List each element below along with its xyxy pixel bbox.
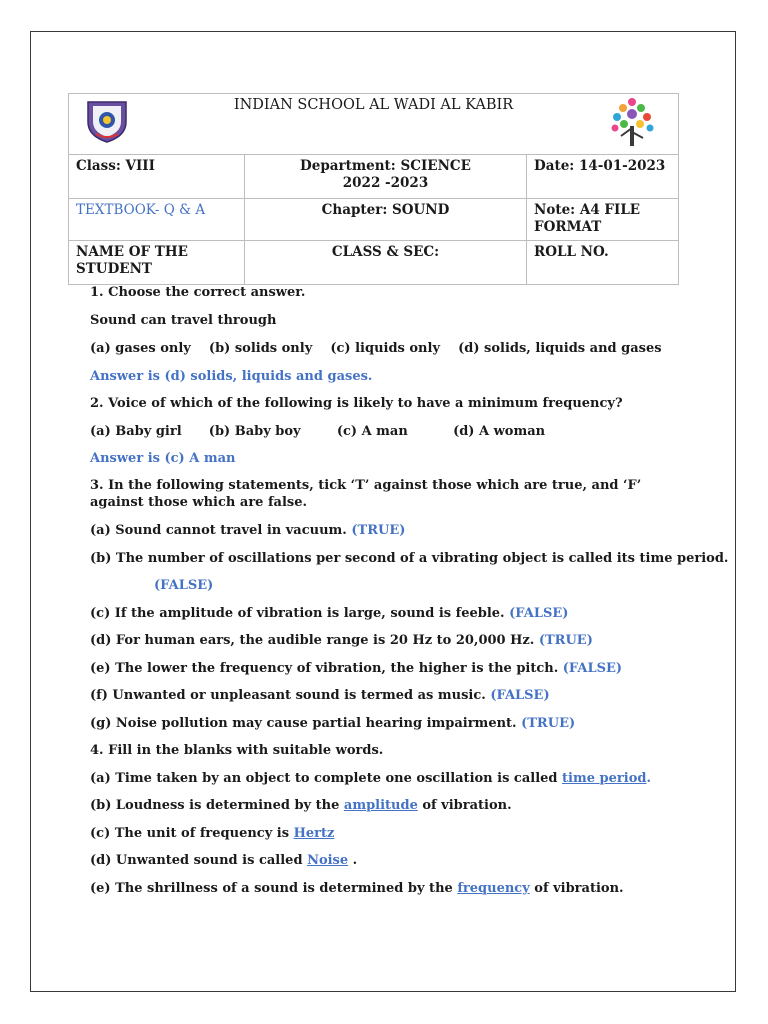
q3-item: (b) The number of oscillations per second of a vibrating object is called its time period. (90, 551, 729, 566)
note-cell (527, 199, 679, 241)
q1-options: (a) gases only (b) solids only (c) liquids only (d) solids, liquids and gases (90, 341, 662, 356)
q4-item: (c) The unit of frequency is Hertz (90, 826, 335, 841)
tree-people-icon (605, 96, 659, 150)
q4-heading: 4. Fill in the blanks with suitable words. (90, 743, 384, 758)
department-label: Department: SCIENCE (300, 158, 471, 174)
chapter-label: Chapter: SOUND (245, 199, 527, 241)
name-line2: STUDENT (76, 261, 152, 277)
q3-item: (c) If the amplitude of vibration is large, sound is feeble. (FALSE) (90, 606, 569, 621)
roll-no-label: ROLL NO. (527, 241, 679, 285)
school-name: INDIAN SCHOOL AL WADI AL KABIR (69, 94, 679, 155)
q3-item: (a) Sound cannot travel in vacuum. (TRUE) (90, 523, 406, 538)
note-line1: Note: A4 FILE (534, 202, 641, 218)
q2-heading: 2. Voice of which of the following is likely to have a minimum frequency? (90, 396, 623, 411)
q1-stem: Sound can travel through (90, 313, 277, 328)
q4-item: (e) The shrillness of a sound is determined by the frequency of vibration. (90, 881, 624, 896)
q3-item: (e) The lower the frequency of vibration, the higher is the pitch. (FALSE) (90, 661, 623, 676)
header-table (68, 93, 679, 285)
name-line1: NAME OF THE (76, 244, 188, 260)
q3-item-answer: (FALSE) (154, 578, 214, 593)
date-label: Date: 14-01-2023 (527, 155, 679, 199)
q4-item: (d) Unwanted sound is called Noise . (90, 853, 358, 868)
q1-answer: Answer is (d) solids, liquids and gases. (90, 369, 373, 384)
q4-item: (a) Time taken by an object to complete one oscillation is called time period. (90, 771, 651, 786)
q1-heading: 1. Choose the correct answer. (90, 285, 306, 300)
q3-item: (d) For human ears, the audible range is 20 Hz to 20,000 Hz. (TRUE) (90, 633, 593, 648)
student-name-cell (69, 241, 245, 285)
q2-answer: Answer is (c) A man (90, 451, 236, 466)
q3-heading: 3. In the following statements, tick ‘T’ against those which are true, and ‘F’ against those which are false. (90, 478, 642, 510)
q3-item: (g) Noise pollution may cause partial hearing impairment. (TRUE) (90, 716, 576, 731)
q2-options: (a) Baby girl (b) Baby boy (c) A man (d) A woman (90, 424, 546, 439)
note-line2: FORMAT (534, 219, 602, 235)
q3-item: (f) Unwanted or unpleasant sound is termed as music. (FALSE) (90, 688, 550, 703)
class-sec-label: CLASS & SEC: (245, 241, 527, 285)
school-crest-icon (84, 98, 130, 144)
class-label: Class: VIII (69, 155, 245, 199)
q4-item: (b) Loudness is determined by the amplitude of vibration. (90, 798, 512, 813)
session-label: 2022 -2023 (342, 175, 429, 191)
textbook-label: TEXTBOOK- Q & A (69, 199, 245, 241)
department-cell (245, 155, 527, 199)
